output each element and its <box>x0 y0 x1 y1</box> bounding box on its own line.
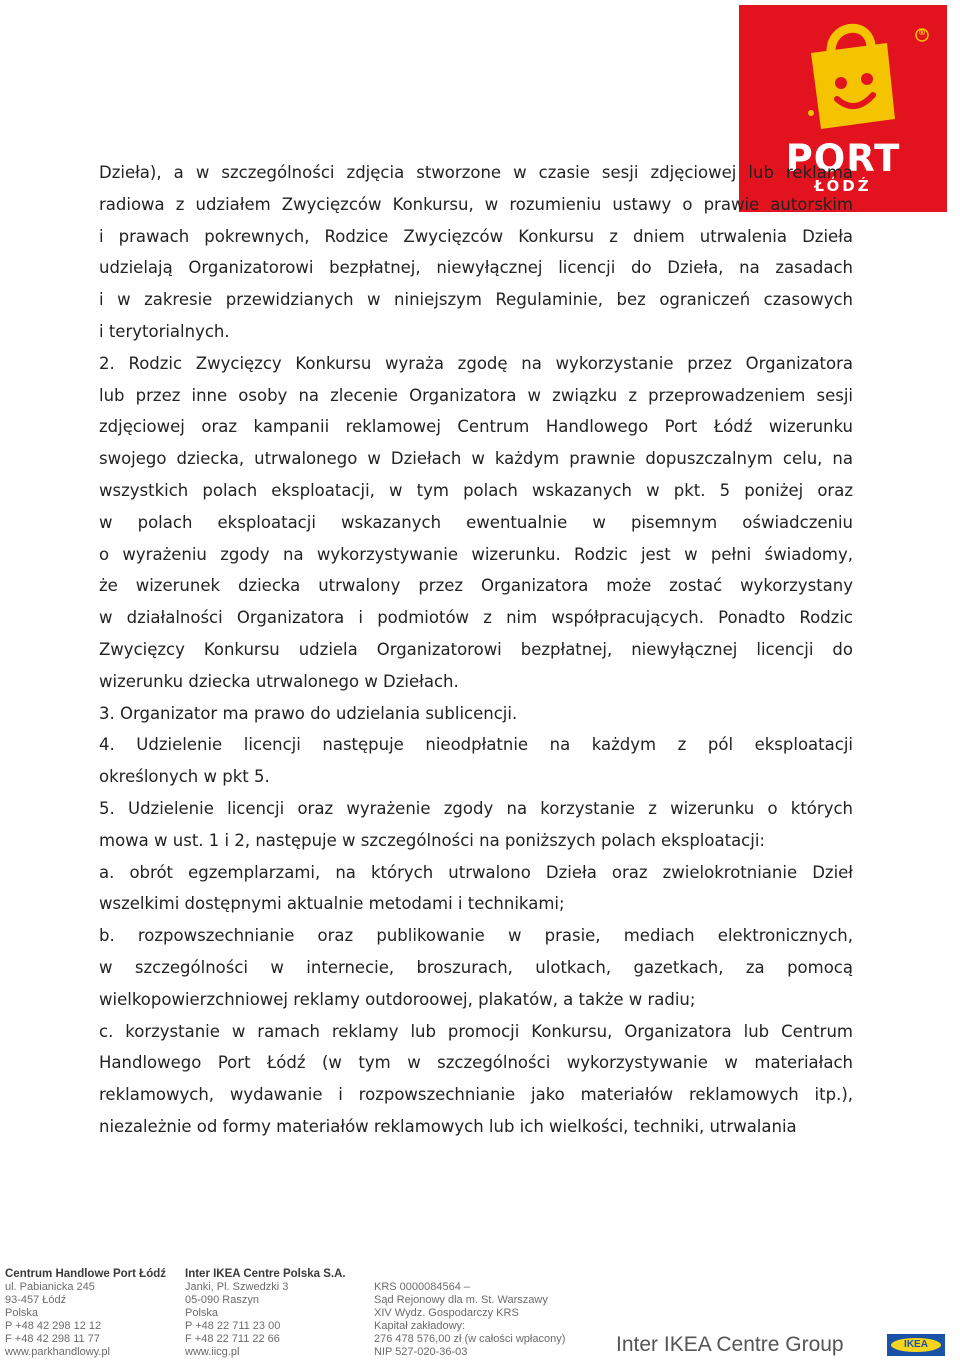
ikea-logo <box>887 1334 945 1356</box>
text-line: wielkopowierzchniowej reklamy outdoroowej, plakatów, a także w radiu; <box>99 989 696 1009</box>
text-line: swojego dziecka, utrwalonego w Dziełach w każdym prawnie dopuszczalnym celu, na <box>99 449 853 469</box>
footer-line: 276 478 576,00 zł (w całości wpłacony) <box>374 1333 566 1345</box>
text-line: radiowa z udziałem Zwycięzców Konkursu, w rozumieniu ustawy o prawie autorskim <box>99 194 853 214</box>
text-line: w szczególności w internecie, broszurach, ulotkach, gazetkach, za pomocą <box>99 957 853 977</box>
paragraph <box>99 920 853 1015</box>
text-line: 4. Udzielenie licencji następuje nieodpłatnie na każdym z pól eksploatacji <box>99 735 853 755</box>
paragraph <box>99 157 853 348</box>
footer-heading: Centrum Handlowe Port Łódź <box>5 1268 166 1280</box>
text-line: Zwycięzcy Konkursu udziela Organizatorowi bezpłatnej, niewyłącznej licencji do <box>99 639 853 659</box>
footer-line: Janki, Pl. Szwedzki 3 <box>185 1281 289 1293</box>
text-line: określonych w pkt 5. <box>99 767 270 787</box>
text-line: Handlowego Port Łódź (w tym w szczególności wykorzystywanie w materiałach <box>99 1053 853 1073</box>
text-line: i prawach pokrewnych, Rodzice Zwycięzców Konkursu z dniem utrwalenia Dzieła <box>99 226 853 246</box>
footer-line: 93-457 Łódź <box>5 1294 67 1306</box>
footer-link[interactable]: www.parkhandlowy.pl <box>5 1346 110 1358</box>
footer-address-port <box>5 1268 166 1359</box>
text-line: wizerunku dziecka utrwalonego w Dziełach. <box>99 671 459 691</box>
footer-line: ul. Pabianicka 245 <box>5 1281 95 1293</box>
footer-line: Polska <box>5 1307 39 1319</box>
footer-line: NIP 527-020-36-03 <box>374 1346 468 1358</box>
text-line: 2. Rodzic Zwycięzcy Konkursu wyraża zgodę na wykorzystanie przez Organizatora <box>99 353 853 373</box>
registered-mark: ® <box>918 28 926 37</box>
text-line: 5. Udzielenie licencji oraz wyrażenie zgody na korzystanie z wizerunku o których <box>99 798 853 818</box>
text-line: i terytorialnych. <box>99 321 230 341</box>
shopping-bag-icon <box>739 5 947 145</box>
footer-line: F +48 22 711 22 66 <box>185 1333 280 1345</box>
ikea-logo-text: IKEA <box>904 1339 928 1350</box>
footer-line: 05-090 Raszyn <box>185 1294 259 1306</box>
paragraph <box>99 857 853 921</box>
paragraph <box>99 729 853 793</box>
logo-city-text: ŁÓDŹ <box>814 177 872 195</box>
footer-line: Sąd Rejonowy dla m. St. Warszawy <box>374 1294 548 1306</box>
group-name: Inter IKEA Centre Group <box>616 1333 844 1356</box>
text-line: w działalności Organizatora i podmiotów z nim współpracujących. Ponadto Rodzic <box>99 608 853 628</box>
footer-link[interactable]: www.iicg.pl <box>185 1346 240 1358</box>
text-line: że wizerunek dziecka utrwalony przez Organizatora może zostać wykorzystany <box>99 576 853 596</box>
paragraph <box>99 1016 853 1143</box>
footer-line: F +48 42 298 11 77 <box>5 1333 100 1345</box>
paragraph <box>99 698 853 730</box>
footer-line: Kapitał zakładowy: <box>374 1320 466 1332</box>
text-line: lub przez inne osoby na zlecenie Organizatora w związku z przeprowadzeniem sesji <box>99 385 853 405</box>
text-line: w polach eksploatacji wskazanych ewentualnie w pisemnym oświadczeniu <box>99 512 853 532</box>
footer-address-iicp <box>185 1268 346 1359</box>
text-line: wszelkimi dostępnymi aktualnie metodami i technikami; <box>99 894 565 914</box>
footer-heading: Inter IKEA Centre Polska S.A. <box>185 1268 346 1280</box>
footer-line: P +48 42 298 12 12 <box>5 1320 102 1332</box>
document-body <box>99 157 853 1143</box>
footer-registration <box>374 1281 565 1359</box>
footer-line: KRS 0000084564 – <box>374 1281 471 1293</box>
paragraph <box>99 348 853 698</box>
text-line: wszystkich polach eksploatacji, w tym polach wskazanych w pkt. 5 poniżej oraz <box>99 480 853 500</box>
footer-line: Polska <box>185 1307 219 1319</box>
text-line: 3. Organizator ma prawo do udzielania sublicencji. <box>99 703 518 723</box>
text-line: zdjęciowej oraz kampanii reklamowej Centrum Handlowego Port Łódź wizerunku <box>99 417 853 437</box>
text-line: Dzieła), a w szczególności zdjęcia stworzone w czasie sesji zdjęciowej lub reklama <box>99 163 853 182</box>
logo-brand-text: PORT <box>785 137 901 180</box>
text-line: niezależnie od formy materiałów reklamowych lub ich wielkości, techniki, utrwalania <box>99 1116 797 1136</box>
text-line: a. obrót egzemplarzami, na których utrwalono Dzieła oraz zwielokrotnianie Dzieł <box>99 862 853 882</box>
paragraph <box>99 793 853 857</box>
text-line: reklamowych, wydawanie i rozpowszechnianie jako materiałów reklamowych itp.), <box>99 1085 853 1105</box>
footer-line: XIV Wydz. Gospodarczy KRS <box>374 1307 519 1319</box>
footer-line: P +48 22 711 23 00 <box>185 1320 281 1332</box>
text-line: udzielają Organizatorowi bezpłatnej, niewyłącznej licencji do Dzieła, na zasadach <box>99 258 853 278</box>
text-line: i w zakresie przewidzianych w niniejszym Regulaminie, bez ograniczeń czasowych <box>99 290 853 310</box>
text-line: b. rozpowszechnianie oraz publikowanie w prasie, mediach elektronicznych, <box>99 926 853 946</box>
text-line: o wyrażeniu zgody na wykorzystywanie wizerunku. Rodzic jest w pełni świadomy, <box>99 544 853 564</box>
footer <box>0 1262 960 1361</box>
text-line: mowa w ust. 1 i 2, następuje w szczególności na poniższych polach eksploatacji: <box>99 830 765 850</box>
text-line: c. korzystanie w ramach reklamy lub promocji Konkursu, Organizatora lub Centrum <box>99 1021 853 1041</box>
